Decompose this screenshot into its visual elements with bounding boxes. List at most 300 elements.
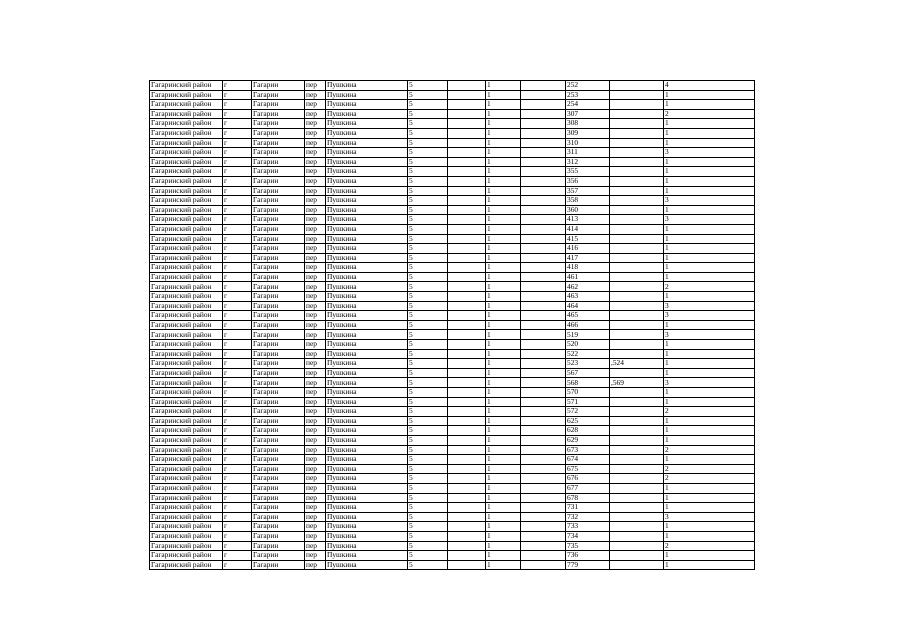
count-cell: 1 <box>664 359 755 369</box>
apartment-cell: 413 <box>566 215 610 225</box>
street-type-cell: пер <box>305 426 326 436</box>
empty-cell <box>521 90 566 100</box>
flag-cell: 1 <box>486 81 521 91</box>
flag-cell: 1 <box>486 560 521 570</box>
flag-cell: 1 <box>486 282 521 292</box>
district-cell: Гагаринский район <box>150 119 223 129</box>
flag-cell: 1 <box>486 483 521 493</box>
flag-cell: 1 <box>486 551 521 561</box>
apartment-extra-cell <box>610 100 664 110</box>
apartment-cell: 520 <box>566 340 610 350</box>
table-row <box>150 320 755 330</box>
apartment-cell: 414 <box>566 224 610 234</box>
count-cell: 3 <box>664 378 755 388</box>
building-cell <box>448 157 486 167</box>
street-cell: Пушкина <box>326 167 408 177</box>
apartment-extra-cell <box>610 330 664 340</box>
building-cell <box>448 196 486 206</box>
district-cell: Гагаринский район <box>150 474 223 484</box>
building-cell <box>448 253 486 263</box>
street-type-cell: пер <box>305 138 326 148</box>
locality-type-cell: г <box>223 186 252 196</box>
apartment-cell: 415 <box>566 234 610 244</box>
apartment-extra-cell <box>610 455 664 465</box>
building-cell <box>448 435 486 445</box>
apartment-extra-cell <box>610 311 664 321</box>
empty-cell <box>521 81 566 91</box>
flag-cell: 1 <box>486 397 521 407</box>
street-type-cell: пер <box>305 157 326 167</box>
district-cell: Гагаринский район <box>150 359 223 369</box>
flag-cell: 1 <box>486 167 521 177</box>
district-cell: Гагаринский район <box>150 388 223 398</box>
city-cell: Гагарин <box>252 378 305 388</box>
apartment-extra-cell <box>610 483 664 493</box>
count-cell: 1 <box>664 388 755 398</box>
apartment-cell: 357 <box>566 186 610 196</box>
flag-cell: 1 <box>486 157 521 167</box>
table-row <box>150 445 755 455</box>
apartment-cell: 464 <box>566 301 610 311</box>
city-cell: Гагарин <box>252 503 305 513</box>
district-cell: Гагаринский район <box>150 378 223 388</box>
table-row <box>150 81 755 91</box>
count-cell: 1 <box>664 263 755 273</box>
count-cell: 1 <box>664 119 755 129</box>
table-row <box>150 340 755 350</box>
district-cell: Гагаринский район <box>150 272 223 282</box>
table-row <box>150 531 755 541</box>
apartment-extra-cell <box>610 186 664 196</box>
street-type-cell: пер <box>305 483 326 493</box>
city-cell: Гагарин <box>252 157 305 167</box>
house-cell: 5 <box>408 272 448 282</box>
flag-cell: 1 <box>486 522 521 532</box>
building-cell <box>448 320 486 330</box>
count-cell: 1 <box>664 340 755 350</box>
apartment-extra-cell <box>610 157 664 167</box>
street-cell: Пушкина <box>326 263 408 273</box>
table-row <box>150 560 755 570</box>
apartment-cell: 676 <box>566 474 610 484</box>
street-type-cell: пер <box>305 503 326 513</box>
locality-type-cell: г <box>223 435 252 445</box>
table-row <box>150 215 755 225</box>
apartment-extra-cell <box>610 435 664 445</box>
count-cell: 2 <box>664 109 755 119</box>
district-cell: Гагаринский район <box>150 263 223 273</box>
district-cell: Гагаринский район <box>150 253 223 263</box>
city-cell: Гагарин <box>252 407 305 417</box>
district-cell: Гагаринский район <box>150 435 223 445</box>
building-cell <box>448 282 486 292</box>
street-cell: Пушкина <box>326 196 408 206</box>
apartment-cell: 625 <box>566 416 610 426</box>
locality-type-cell: г <box>223 263 252 273</box>
building-cell <box>448 560 486 570</box>
street-type-cell: пер <box>305 397 326 407</box>
apartment-extra-cell <box>610 205 664 215</box>
empty-cell <box>521 196 566 206</box>
empty-cell <box>521 301 566 311</box>
empty-cell <box>521 474 566 484</box>
city-cell: Гагарин <box>252 551 305 561</box>
district-cell: Гагаринский район <box>150 368 223 378</box>
city-cell: Гагарин <box>252 224 305 234</box>
district-cell: Гагаринский район <box>150 301 223 311</box>
empty-cell <box>521 512 566 522</box>
count-cell: 1 <box>664 531 755 541</box>
house-cell: 5 <box>408 311 448 321</box>
apartment-cell: 522 <box>566 349 610 359</box>
building-cell <box>448 340 486 350</box>
locality-type-cell: г <box>223 330 252 340</box>
house-cell: 5 <box>408 388 448 398</box>
flag-cell: 1 <box>486 464 521 474</box>
apartment-extra-cell <box>610 320 664 330</box>
locality-type-cell: г <box>223 320 252 330</box>
street-type-cell: пер <box>305 388 326 398</box>
city-cell: Гагарин <box>252 100 305 110</box>
house-cell: 5 <box>408 474 448 484</box>
house-cell: 5 <box>408 292 448 302</box>
locality-type-cell: г <box>223 100 252 110</box>
house-cell: 5 <box>408 340 448 350</box>
table-row <box>150 176 755 186</box>
house-cell: 5 <box>408 215 448 225</box>
street-type-cell: пер <box>305 378 326 388</box>
locality-type-cell: г <box>223 388 252 398</box>
apartment-extra-cell <box>610 531 664 541</box>
apartment-extra-cell <box>610 512 664 522</box>
district-cell: Гагаринский район <box>150 109 223 119</box>
locality-type-cell: г <box>223 81 252 91</box>
building-cell <box>448 426 486 436</box>
locality-type-cell: г <box>223 301 252 311</box>
flag-cell: 1 <box>486 426 521 436</box>
house-cell: 5 <box>408 157 448 167</box>
house-cell: 5 <box>408 464 448 474</box>
city-cell: Гагарин <box>252 330 305 340</box>
empty-cell <box>521 416 566 426</box>
apartment-cell: 734 <box>566 531 610 541</box>
street-type-cell: пер <box>305 167 326 177</box>
table-row <box>150 359 755 369</box>
street-type-cell: пер <box>305 407 326 417</box>
building-cell <box>448 119 486 129</box>
locality-type-cell: г <box>223 244 252 254</box>
table-row <box>150 234 755 244</box>
apartment-extra-cell <box>610 426 664 436</box>
count-cell: 2 <box>664 407 755 417</box>
flag-cell: 1 <box>486 205 521 215</box>
street-type-cell: пер <box>305 244 326 254</box>
locality-type-cell: г <box>223 138 252 148</box>
flag-cell: 1 <box>486 311 521 321</box>
table-row <box>150 224 755 234</box>
empty-cell <box>521 138 566 148</box>
city-cell: Гагарин <box>252 186 305 196</box>
apartment-extra-cell <box>610 474 664 484</box>
apartment-cell: 254 <box>566 100 610 110</box>
flag-cell: 1 <box>486 196 521 206</box>
table-row <box>150 512 755 522</box>
street-type-cell: пер <box>305 560 326 570</box>
flag-cell: 1 <box>486 388 521 398</box>
flag-cell: 1 <box>486 224 521 234</box>
locality-type-cell: г <box>223 176 252 186</box>
count-cell: 1 <box>664 455 755 465</box>
count-cell: 1 <box>664 522 755 532</box>
locality-type-cell: г <box>223 378 252 388</box>
house-cell: 5 <box>408 493 448 503</box>
street-cell: Пушкина <box>326 455 408 465</box>
empty-cell <box>521 330 566 340</box>
city-cell: Гагарин <box>252 234 305 244</box>
empty-cell <box>521 272 566 282</box>
building-cell <box>448 292 486 302</box>
empty-cell <box>521 176 566 186</box>
building-cell <box>448 512 486 522</box>
district-cell: Гагаринский район <box>150 397 223 407</box>
empty-cell <box>521 378 566 388</box>
locality-type-cell: г <box>223 531 252 541</box>
building-cell <box>448 407 486 417</box>
locality-type-cell: г <box>223 311 252 321</box>
building-cell <box>448 81 486 91</box>
building-cell <box>448 541 486 551</box>
street-type-cell: пер <box>305 272 326 282</box>
building-cell <box>448 368 486 378</box>
apartment-extra-cell <box>610 416 664 426</box>
street-cell: Пушкина <box>326 119 408 129</box>
house-cell: 5 <box>408 503 448 513</box>
empty-cell <box>521 119 566 129</box>
count-cell: 2 <box>664 445 755 455</box>
city-cell: Гагарин <box>252 426 305 436</box>
apartment-extra-cell <box>610 253 664 263</box>
district-cell: Гагаринский район <box>150 205 223 215</box>
apartment-cell: 523 <box>566 359 610 369</box>
table-row <box>150 282 755 292</box>
house-cell: 5 <box>408 512 448 522</box>
city-cell: Гагарин <box>252 311 305 321</box>
apartment-cell: 466 <box>566 320 610 330</box>
building-cell <box>448 483 486 493</box>
table-row <box>150 397 755 407</box>
house-cell: 5 <box>408 407 448 417</box>
building-cell <box>448 464 486 474</box>
apartment-extra-cell <box>610 407 664 417</box>
table-row <box>150 388 755 398</box>
street-type-cell: пер <box>305 301 326 311</box>
flag-cell: 1 <box>486 512 521 522</box>
house-cell: 5 <box>408 378 448 388</box>
street-type-cell: пер <box>305 292 326 302</box>
city-cell: Гагарин <box>252 215 305 225</box>
flag-cell: 1 <box>486 455 521 465</box>
flag-cell: 1 <box>486 253 521 263</box>
locality-type-cell: г <box>223 474 252 484</box>
empty-cell <box>521 205 566 215</box>
city-cell: Гагарин <box>252 560 305 570</box>
locality-type-cell: г <box>223 483 252 493</box>
flag-cell: 1 <box>486 292 521 302</box>
building-cell <box>448 138 486 148</box>
locality-type-cell: г <box>223 157 252 167</box>
locality-type-cell: г <box>223 464 252 474</box>
flag-cell: 1 <box>486 474 521 484</box>
house-cell: 5 <box>408 330 448 340</box>
house-cell: 5 <box>408 186 448 196</box>
locality-type-cell: г <box>223 407 252 417</box>
street-cell: Пушкина <box>326 330 408 340</box>
city-cell: Гагарин <box>252 435 305 445</box>
street-cell: Пушкина <box>326 301 408 311</box>
empty-cell <box>521 253 566 263</box>
district-cell: Гагаринский район <box>150 340 223 350</box>
apartment-extra-cell <box>610 551 664 561</box>
apartment-extra-cell <box>610 224 664 234</box>
count-cell: 3 <box>664 148 755 158</box>
count-cell: 1 <box>664 493 755 503</box>
city-cell: Гагарин <box>252 282 305 292</box>
count-cell: 1 <box>664 138 755 148</box>
locality-type-cell: г <box>223 368 252 378</box>
apartment-cell: 678 <box>566 493 610 503</box>
count-cell: 1 <box>664 551 755 561</box>
apartment-extra-cell <box>610 167 664 177</box>
locality-type-cell: г <box>223 349 252 359</box>
empty-cell <box>521 455 566 465</box>
flag-cell: 1 <box>486 330 521 340</box>
locality-type-cell: г <box>223 493 252 503</box>
city-cell: Гагарин <box>252 138 305 148</box>
count-cell: 1 <box>664 157 755 167</box>
house-cell: 5 <box>408 176 448 186</box>
flag-cell: 1 <box>486 272 521 282</box>
apartment-extra-cell <box>610 397 664 407</box>
city-cell: Гагарин <box>252 445 305 455</box>
empty-cell <box>521 148 566 158</box>
apartment-cell: 570 <box>566 388 610 398</box>
district-cell: Гагаринский район <box>150 90 223 100</box>
building-cell <box>448 100 486 110</box>
flag-cell: 1 <box>486 234 521 244</box>
locality-type-cell: г <box>223 503 252 513</box>
apartment-cell: 735 <box>566 541 610 551</box>
district-cell: Гагаринский район <box>150 349 223 359</box>
city-cell: Гагарин <box>252 349 305 359</box>
apartment-extra-cell <box>610 263 664 273</box>
empty-cell <box>521 282 566 292</box>
house-cell: 5 <box>408 244 448 254</box>
street-type-cell: пер <box>305 311 326 321</box>
street-cell: Пушкина <box>326 253 408 263</box>
table-row <box>150 474 755 484</box>
district-cell: Гагаринский район <box>150 551 223 561</box>
building-cell <box>448 215 486 225</box>
table-row <box>150 464 755 474</box>
house-cell: 5 <box>408 416 448 426</box>
city-cell: Гагарин <box>252 196 305 206</box>
apartment-extra-cell <box>610 445 664 455</box>
district-cell: Гагаринский район <box>150 483 223 493</box>
street-type-cell: пер <box>305 474 326 484</box>
building-cell <box>448 531 486 541</box>
street-type-cell: пер <box>305 196 326 206</box>
flag-cell: 1 <box>486 138 521 148</box>
street-type-cell: пер <box>305 493 326 503</box>
city-cell: Гагарин <box>252 455 305 465</box>
street-type-cell: пер <box>305 205 326 215</box>
empty-cell <box>521 426 566 436</box>
apartment-cell: 674 <box>566 455 610 465</box>
locality-type-cell: г <box>223 234 252 244</box>
apartment-cell: 416 <box>566 244 610 254</box>
apartment-extra-cell <box>610 90 664 100</box>
building-cell <box>448 359 486 369</box>
street-cell: Пушкина <box>326 474 408 484</box>
count-cell: 1 <box>664 128 755 138</box>
empty-cell <box>521 445 566 455</box>
house-cell: 5 <box>408 359 448 369</box>
city-cell: Гагарин <box>252 397 305 407</box>
locality-type-cell: г <box>223 522 252 532</box>
count-cell: 1 <box>664 272 755 282</box>
table-row <box>150 368 755 378</box>
count-cell: 1 <box>664 560 755 570</box>
street-cell: Пушкина <box>326 378 408 388</box>
building-cell <box>448 272 486 282</box>
district-cell: Гагаринский район <box>150 282 223 292</box>
city-cell: Гагарин <box>252 292 305 302</box>
street-cell: Пушкина <box>326 349 408 359</box>
street-cell: Пушкина <box>326 388 408 398</box>
table-row <box>150 253 755 263</box>
district-cell: Гагаринский район <box>150 148 223 158</box>
apartment-cell: 677 <box>566 483 610 493</box>
apartment-extra-cell <box>610 493 664 503</box>
house-cell: 5 <box>408 128 448 138</box>
count-cell: 3 <box>664 301 755 311</box>
locality-type-cell: г <box>223 205 252 215</box>
building-cell <box>448 167 486 177</box>
apartment-cell: 311 <box>566 148 610 158</box>
street-type-cell: пер <box>305 368 326 378</box>
street-cell: Пушкина <box>326 551 408 561</box>
count-cell: 1 <box>664 435 755 445</box>
apartment-extra-cell <box>610 464 664 474</box>
flag-cell: 1 <box>486 359 521 369</box>
house-cell: 5 <box>408 368 448 378</box>
empty-cell <box>521 340 566 350</box>
table-body <box>150 81 755 570</box>
flag-cell: 1 <box>486 301 521 311</box>
table-row <box>150 407 755 417</box>
apartment-cell: 307 <box>566 109 610 119</box>
table-row <box>150 483 755 493</box>
street-cell: Пушкина <box>326 224 408 234</box>
count-cell: 1 <box>664 244 755 254</box>
count-cell: 1 <box>664 426 755 436</box>
building-cell <box>448 474 486 484</box>
table-row <box>150 551 755 561</box>
empty-cell <box>521 483 566 493</box>
district-cell: Гагаринский район <box>150 445 223 455</box>
district-cell: Гагаринский район <box>150 531 223 541</box>
house-cell: 5 <box>408 119 448 129</box>
